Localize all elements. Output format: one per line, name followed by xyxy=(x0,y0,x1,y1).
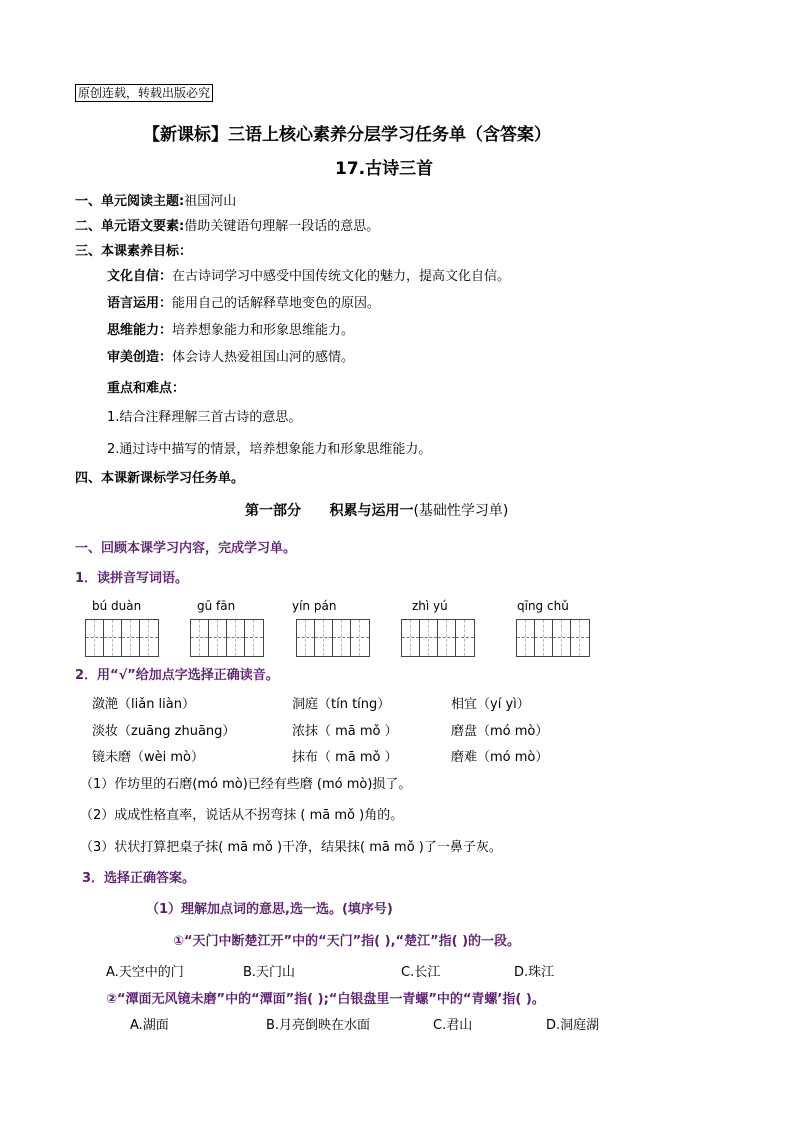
goal-thinking xyxy=(107,319,354,338)
part-left: 第一部分 xyxy=(245,503,301,519)
grid-cell[interactable] xyxy=(333,620,351,656)
goal-label: 文化自信： xyxy=(107,269,173,284)
grid-cell[interactable] xyxy=(86,620,104,656)
section-1-label: 一、单元阅读主题: xyxy=(75,194,185,209)
grid-cell[interactable] xyxy=(438,620,456,656)
grid-cell[interactable] xyxy=(553,620,571,656)
goal-text: 能用自己的话解释草地变色的原因。 xyxy=(172,296,381,311)
pinyin-1: bú duàn xyxy=(92,599,142,613)
writing-grid[interactable] xyxy=(296,619,370,657)
q2-sentence: （2）成成性格直率，说话从不拐弯抹 ( mā mǒ )角的。 xyxy=(80,808,404,823)
section-3-label: 三、本课素养目标： xyxy=(75,244,193,259)
part-mid: 积累与运用一 xyxy=(329,503,414,519)
option-c: C.君山 xyxy=(433,1018,473,1033)
q2-option: 磨难（mó mò） xyxy=(451,750,549,765)
grid-cell[interactable] xyxy=(122,620,140,656)
writing-grid[interactable] xyxy=(85,619,159,657)
part-right: (基础性学习单) xyxy=(413,503,509,519)
pinyin-2: gū fān xyxy=(197,599,236,613)
q3-item-1: ①“天门中断楚江开”中的“天门”指( ),“楚江”指( )的一段。 xyxy=(173,934,521,949)
section-1-text: 祖国河山 xyxy=(184,194,237,209)
section-2-text: 借助关键语句理解一段话的意思。 xyxy=(184,219,380,234)
review-heading: 一、回顾本课学习内容，完成学习单。 xyxy=(75,541,297,556)
grid-cell[interactable] xyxy=(140,620,158,656)
q2-option: 淡妆（zuāng zhuāng） xyxy=(92,724,236,739)
writing-grid[interactable] xyxy=(516,619,590,657)
goal-text: 培养想象能力和形象思维能力。 xyxy=(172,323,355,338)
lesson-title: 17.古诗三首 xyxy=(335,159,434,179)
goal-language xyxy=(107,292,380,311)
option-d: D.珠江 xyxy=(514,965,555,980)
grid-cell[interactable] xyxy=(456,620,474,656)
part-heading xyxy=(245,500,508,520)
grid-cell[interactable] xyxy=(402,620,420,656)
grid-cell[interactable] xyxy=(535,620,553,656)
grid-cell[interactable] xyxy=(191,620,209,656)
option-a: A.天空中的门 xyxy=(106,965,184,980)
q3-label: 3．选择正确答案。 xyxy=(82,871,196,886)
q2-option: 洞庭（tín tíng） xyxy=(292,697,391,712)
q2-sentence: （1）作坊里的石磨(mó mò)已经有些磨 (mó mò)损了。 xyxy=(80,777,412,792)
writing-grid[interactable] xyxy=(190,619,264,657)
pinyin-5: qīng chǔ xyxy=(517,599,569,613)
grid-cell[interactable] xyxy=(227,620,245,656)
section-1 xyxy=(75,190,236,209)
q2-sentence: （3）状状打算把桌子抹( mā mǒ )干净，结果抹( mā mǒ )了一鼻子灰。 xyxy=(80,840,502,855)
q2-option: 磨盘（mó mò） xyxy=(451,724,549,739)
pinyin-3: yín pán xyxy=(292,599,337,613)
grid-cell[interactable] xyxy=(209,620,227,656)
goal-label: 语言运用： xyxy=(107,296,173,311)
option-a: A.湖面 xyxy=(130,1018,169,1033)
grid-cell[interactable] xyxy=(315,620,333,656)
option-c: C.长江 xyxy=(401,965,441,980)
q1-label: 1．读拼音写词语。 xyxy=(75,571,189,586)
q2-option: 镜未磨（wèi mò） xyxy=(92,750,204,765)
copyright-notice: 原创连载，转载出版必究 xyxy=(75,84,213,102)
goal-text: 在古诗词学习中感受中国传统文化的魅力，提高文化自信。 xyxy=(172,269,511,284)
goal-label: 思维能力： xyxy=(107,323,173,338)
grid-cell[interactable] xyxy=(571,620,589,656)
section-4-label: 四、本课新课标学习任务单。 xyxy=(75,471,245,486)
q2-option: 潋滟（liǎn liàn） xyxy=(92,697,195,712)
keypoints-label: 重点和难点： xyxy=(107,381,186,396)
q3-sub: （1）理解加点词的意思,选一选。(填序号) xyxy=(146,902,393,917)
section-2-label: 二、单元语文要素: xyxy=(75,219,185,234)
grid-cell[interactable] xyxy=(517,620,535,656)
keypoint-item: 1.结合注释理解三首古诗的意思。 xyxy=(107,410,302,425)
option-d: D.洞庭湖 xyxy=(546,1018,600,1033)
grid-cell[interactable] xyxy=(245,620,263,656)
q2-label: 2．用“√”给加点字选择正确读音。 xyxy=(75,668,279,683)
section-2 xyxy=(75,215,379,234)
q2-option: 抹布（ mā mǒ ） xyxy=(292,750,398,765)
option-b: B.天门山 xyxy=(243,965,296,980)
q2-option: 浓抹（ mā mǒ ） xyxy=(292,724,398,739)
goal-culture xyxy=(107,265,510,284)
grid-cell[interactable] xyxy=(420,620,438,656)
pinyin-4: zhì yú xyxy=(412,599,448,613)
goal-aesthetic xyxy=(107,346,354,365)
grid-cell[interactable] xyxy=(104,620,122,656)
grid-cell[interactable] xyxy=(297,620,315,656)
q3-item-2: ②“潭面无风镜未磨”中的“潭面”指( );“白银盘里一青螺”中的“青螺’指( )。 xyxy=(106,992,545,1007)
goal-label: 审美创造： xyxy=(107,350,173,365)
page-title: 【新课标】三语上核心素养分层学习任务单（含答案） xyxy=(143,125,551,145)
q2-option: 相宜（yí yì） xyxy=(451,697,530,712)
grid-cell[interactable] xyxy=(351,620,369,656)
writing-grid[interactable] xyxy=(401,619,475,657)
keypoint-item: 2.通过诗中描写的情景，培养想象能力和形象思维能力。 xyxy=(107,442,432,457)
goal-text: 体会诗人热爱祖国山河的感情。 xyxy=(172,350,355,365)
option-b: B.月亮倒映在水面 xyxy=(266,1018,371,1033)
